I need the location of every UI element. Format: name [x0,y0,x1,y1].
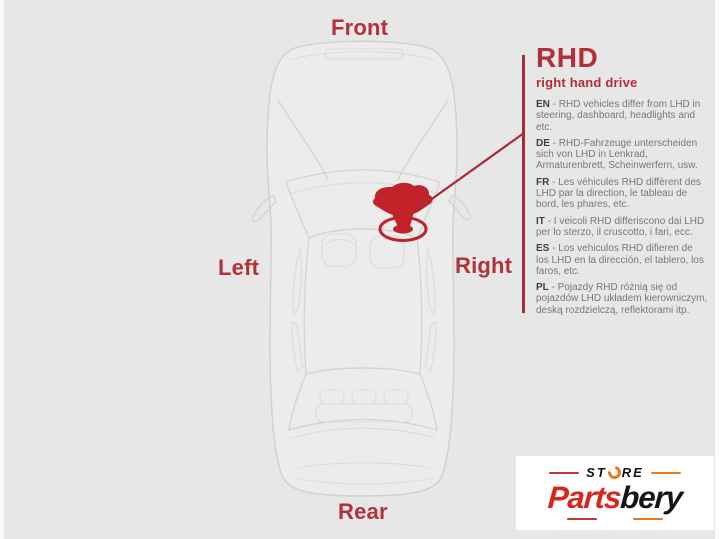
entry-separator: - [549,137,559,149]
panel-subtitle: right hand drive [536,75,638,90]
panel-title: RHD [536,42,599,73]
language-entry [536,282,708,316]
entry-separator: - [549,176,559,188]
language-entry [536,138,708,172]
logo-store-text [586,465,644,480]
entry-separator: - [548,282,558,294]
entry-text: Les véhicules RHD diffèrent des LHD par la direction, le tableau de bord, les phares, etc. [536,176,701,211]
brand-parts: Parts [546,480,622,515]
logo-underline-row [516,518,714,520]
entry-separator: - [549,243,559,255]
front-label: Front [331,15,389,40]
language-entry [536,99,708,133]
store-text-left: ST [586,465,607,480]
language-entry [536,177,708,211]
entry-text: Pojazdy RHD różnią się od pojazdów LHD układem kierowniczym, deską rozdzielczą, reflektorami itp. [536,282,708,316]
language-entry [536,243,708,277]
entry-text: RHD-Fahrzeuge unterscheiden sich von LHD in Lenkrad, Armaturenbrett, Scheinwerfern, usw. [536,137,698,172]
entry-text: Los vehiculos RHD difieren de los LHD en la dirección, el tablero, los faros, etc. [536,243,704,277]
entry-text: I veicoli RHD differiscono dai LHD per lo sterzo, il cruscotto, i fari, ecc. [536,215,705,238]
language-code: DE [536,137,550,149]
language-code: FR [536,176,550,188]
language-code: IT [536,215,545,227]
panel-entries [536,99,708,316]
left-label: Left [218,255,260,280]
logo-store-row [516,465,714,480]
language-entry [536,216,708,239]
brand-bery: bery [619,480,684,515]
language-code: PL [536,282,549,294]
logo-line-bottom-right [633,518,663,520]
left-edge-strip [0,0,4,539]
entry-separator: - [544,215,554,227]
rhd-info-panel [536,44,708,321]
logo-brand-text [515,482,715,513]
car-top-view-diagram [248,36,476,506]
store-text-right: RE [621,465,644,480]
entry-text: RHD vehicles differ from LHD in steering, dashboard, headlights and etc. [536,99,701,133]
right-edge-strip [715,0,719,539]
language-code: ES [536,243,550,255]
logo-line-top-right [651,472,681,474]
right-label: Right [455,253,513,278]
language-code: EN [536,99,550,110]
logo-line-bottom-left [567,518,597,520]
rear-label: Rear [338,499,388,524]
partsbery-logo [516,456,714,530]
logo-line-top-left [549,472,579,474]
store-o-icon [605,463,623,481]
panel-accent-line [522,55,525,313]
entry-separator: - [549,99,559,110]
